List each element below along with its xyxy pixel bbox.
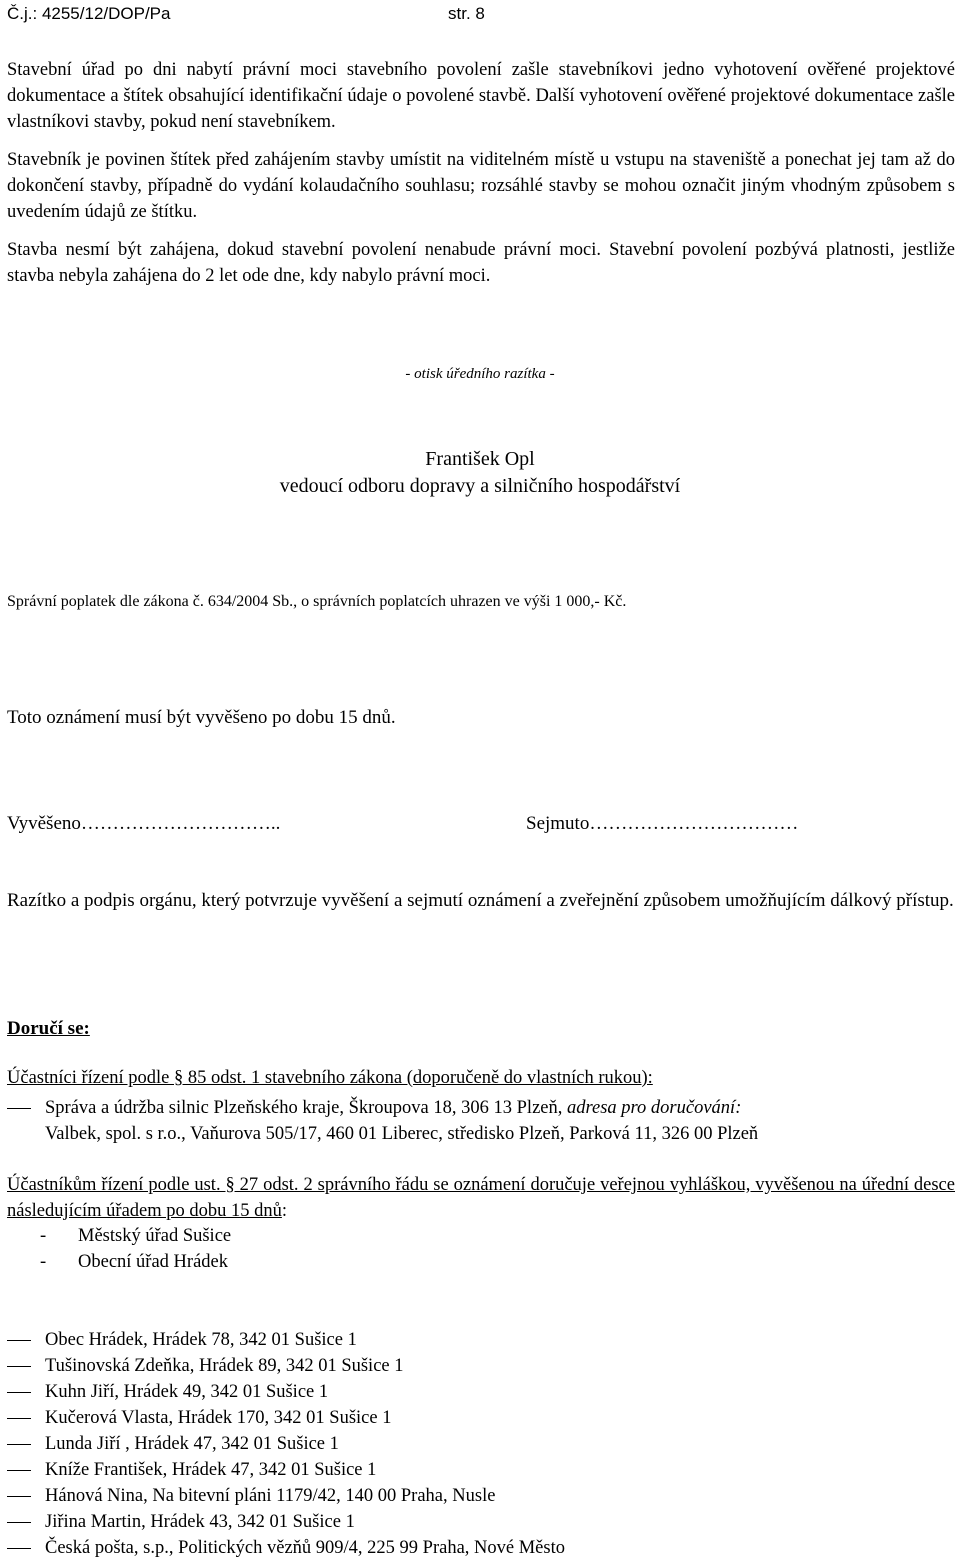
public-notice-heading [7, 1172, 955, 1224]
dash-bullet [7, 1444, 31, 1445]
posting-note: Toto oznámení musí být vyvěšeno po dobu 15 dnů. [7, 707, 396, 728]
offices-list [40, 1223, 231, 1275]
dash-bullet [7, 1392, 31, 1393]
dash-bullet [7, 1522, 31, 1523]
list-item [7, 1121, 955, 1147]
office-name: Obecní úřad Hrádek [78, 1252, 228, 1272]
recipient-valbek: Valbek, spol. s r.o., Vaňurova 505/17, 460 01 Liberec, středisko Plzeň, Parková 11, 326 00 Plzeň [45, 1124, 759, 1144]
recipient-name: Česká pošta, s.p., Politických vězňů 909/4, 225 99 Praha, Nové Město [45, 1538, 565, 1558]
stamp-signature-note: Razítko a podpis orgánu, který potvrzuje vyvěšení a sejmutí oznámení a zveřejnění způsobem umožňujícím dálkový přístup. [7, 890, 954, 911]
paragraph-validity: Stavba nesmí být zahájena, dokud stavební povolení nenabude právní moci. Stavební povolení pozbývá platnosti, jestliže stavba nebyla zahájena do 2 let ode dne, kdy nabylo právní moci. [7, 240, 955, 286]
participants-list [7, 1095, 955, 1147]
recipient-name: Tušinovská Zdeňka, Hrádek 89, 342 01 Sušice 1 [45, 1356, 404, 1376]
participants-heading: Účastníci řízení podle § 85 odst. 1 stavebního zákona (doporučeně do vlastních rukou): [7, 1068, 653, 1088]
recipient-name: Kníže František, Hrádek 47, 342 01 Sušice 1 [45, 1460, 377, 1480]
public-notice-heading-text: Účastníkům řízení podle ust. § 27 odst. 2 správního řádu se oznámení doručuje veřejnou vyhláškou, vyvěšenou na úřední desce následujícím úřadem po dobu 15 dnů [7, 1175, 955, 1221]
list-item: - Obecní úřad Hrádek [40, 1252, 228, 1272]
paragraph-site-label: Stavebník je povinen štítek před zahájením stavby umístit na viditelném místě u vstupu na staveniště a ponechat jej tam až do dokončení stavby, případně do vydání kolaudačního souhlasu; rozsáhlé stavby se mohou označit jiným vhodným způsobem s uvedením údajů ze štítku. [7, 150, 955, 222]
signatory-name: František Opl [425, 448, 535, 470]
posted-date-field: Vyvěšeno………………………….. [7, 813, 281, 834]
dash-bullet [7, 1340, 31, 1341]
list-item: - Městský úřad Sušice [40, 1226, 232, 1246]
public-notice-heading-colon: : [281, 1201, 288, 1221]
signatory-title: vedoucí odboru dopravy a silničního hospodářství [279, 475, 681, 497]
list-item [7, 1095, 955, 1121]
delivery-heading: Doručí se: [7, 1018, 90, 1039]
recipient-name: Lunda Jiří , Hrádek 47, 342 01 Sušice 1 [45, 1434, 339, 1454]
paragraph-documentation: Stavební úřad po dni nabytí právní moci stavebního povolení zašle stavebníkovi jedno vyhotovení ověřené projektové dokumentace a štítek obsahující identifikační údaje o povolené stavbě. Další vyhotovení ověřené projektové dokumentace zašle vlastníkovi stavby, pokud není stavebníkem. [7, 60, 955, 132]
recipient-name: Jiřina Martin, Hrádek 43, 342 01 Sušice 1 [45, 1512, 355, 1532]
office-name: Městský úřad Sušice [78, 1226, 232, 1246]
dash-bullet [7, 1108, 31, 1109]
list-item [7, 1483, 955, 1509]
reference-number: Č.j.: 4255/12/DOP/Pa [7, 4, 171, 23]
page-number: str. 8 [448, 4, 485, 23]
dash-bullet [7, 1418, 31, 1419]
delivery-address-label: adresa pro doručování: [567, 1098, 742, 1118]
stamp-placeholder: - otisk úředního razítka - [405, 366, 555, 382]
recipient-name: Kučerová Vlasta, Hrádek 170, 342 01 Sušice 1 [45, 1408, 392, 1428]
list-item [7, 1457, 955, 1483]
list-item [7, 1327, 955, 1353]
fee-note: Správní poplatek dle zákona č. 634/2004 Sb., o správních poplatcích uhrazen ve výši 1 000,- Kč. [7, 593, 627, 610]
dash-bullet [7, 1470, 31, 1471]
recipient-name: Hánová Nina, Na bitevní pláni 1179/42, 140 00 Praha, Nusle [45, 1486, 496, 1506]
dash-bullet [7, 1366, 31, 1367]
removed-date-field: Sejmuto…………………………… [526, 813, 799, 834]
list-item [7, 1535, 955, 1561]
list-item [7, 1509, 955, 1535]
recipients-list [7, 1327, 955, 1561]
dash-bullet [7, 1548, 31, 1549]
dash-bullet [7, 1496, 31, 1497]
recipient-name: Obec Hrádek, Hrádek 78, 342 01 Sušice 1 [45, 1330, 357, 1350]
list-item [7, 1405, 955, 1431]
list-item [7, 1353, 955, 1379]
list-item [7, 1431, 955, 1457]
list-item [7, 1379, 955, 1405]
recipient-name: Kuhn Jiří, Hrádek 49, 342 01 Sušice 1 [45, 1382, 329, 1402]
recipient-road-authority: Správa a údržba silnic Plzeňského kraje, Škroupova 18, 306 13 Plzeň, [45, 1098, 567, 1118]
